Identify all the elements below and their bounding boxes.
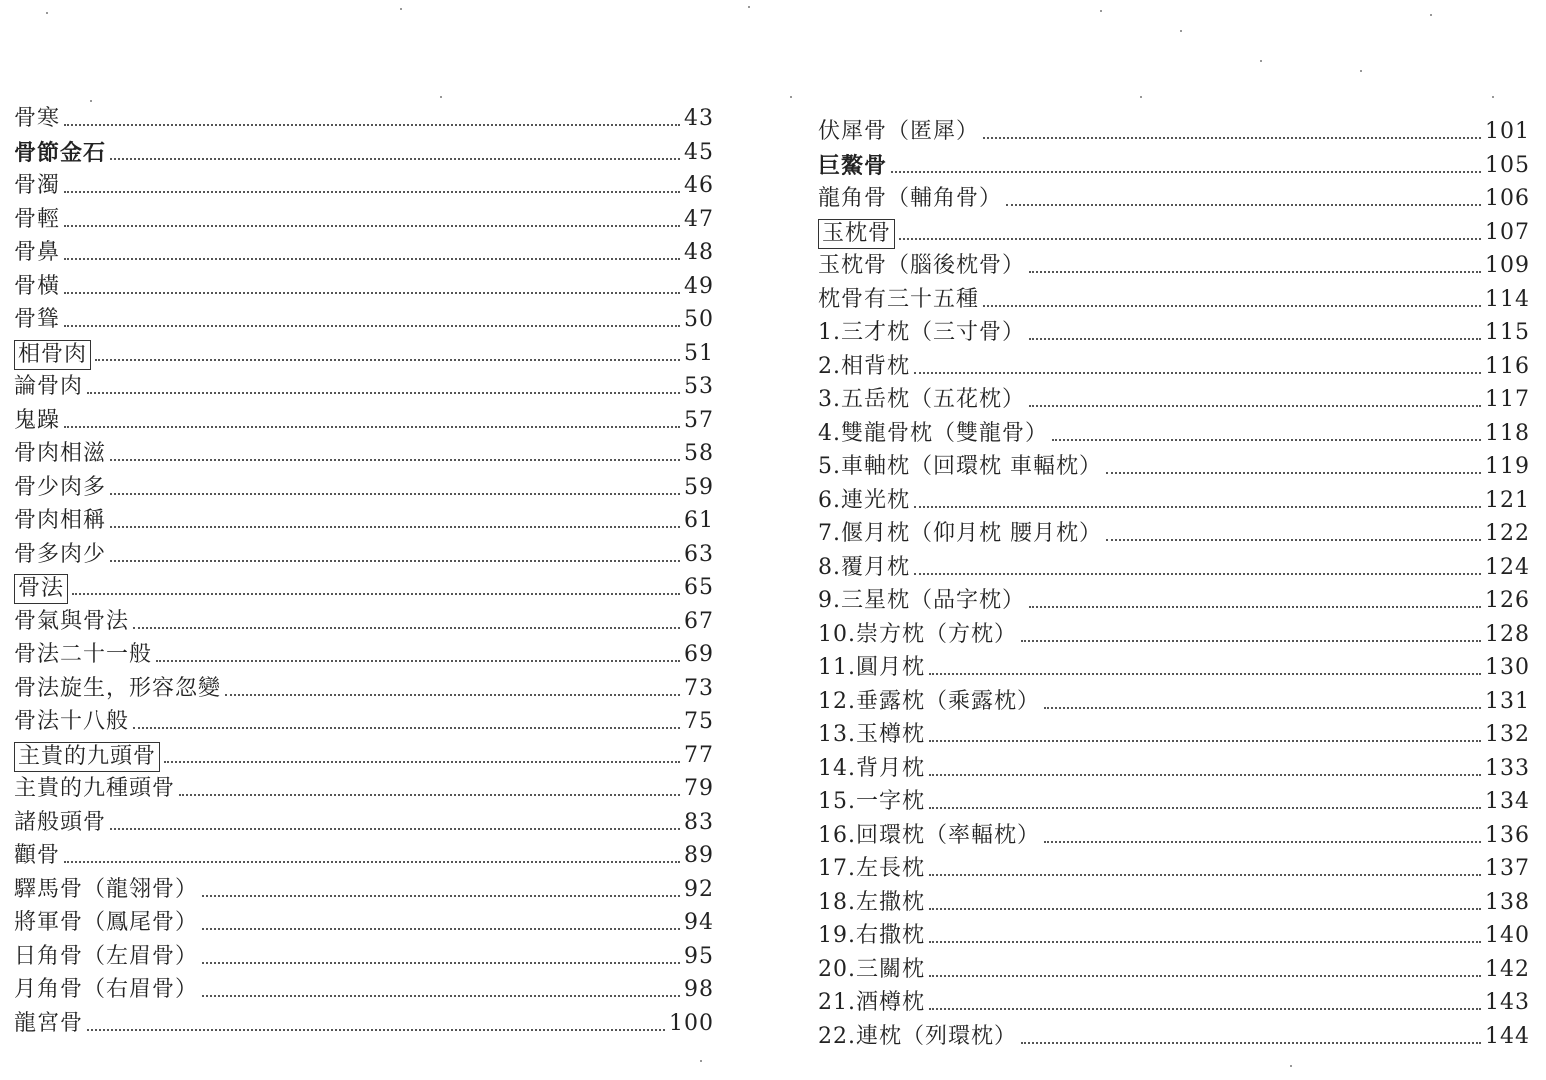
toc-entry (14, 102, 714, 132)
toc-entry (14, 839, 714, 869)
dot-leader (64, 292, 680, 294)
dot-leader (1029, 338, 1481, 340)
toc-entry (14, 270, 714, 300)
toc-entry-title: 月角骨（右眉骨） (14, 977, 199, 1002)
dot-leader (929, 975, 1481, 977)
toc-entry (818, 819, 1530, 849)
toc-entry (14, 940, 714, 970)
toc-entry (14, 404, 714, 434)
scan-speck (1100, 10, 1102, 12)
toc-page-number: 105 (1485, 152, 1530, 178)
dot-leader (1006, 204, 1481, 206)
toc-entry (14, 605, 714, 635)
toc-entry (818, 886, 1530, 916)
toc-page-number: 106 (1485, 186, 1530, 211)
scan-speck (1430, 14, 1432, 16)
toc-entry-title: 龍宮骨 (14, 1010, 84, 1036)
dot-leader (1106, 539, 1481, 541)
dot-leader (110, 828, 680, 830)
toc-entry (818, 484, 1530, 514)
toc-entry-title: 骨聳 (14, 307, 61, 332)
toc-entry-title: 17.左長枕 (818, 856, 925, 881)
toc-entry (14, 672, 714, 702)
toc-entry-title: 6.連光枕 (818, 487, 910, 513)
dot-leader (64, 124, 680, 126)
toc-page-number: 53 (684, 374, 714, 399)
toc-entry-title: 21.酒樽枕 (818, 990, 925, 1015)
toc-page-number: 116 (1485, 353, 1530, 379)
toc-page-number: 131 (1485, 688, 1530, 714)
toc-entry-title: 10.崇方枕（方枕） (818, 621, 1017, 647)
dot-leader (110, 560, 680, 562)
toc-page-number: 134 (1485, 789, 1530, 814)
toc-entry (818, 1020, 1530, 1050)
toc-entry-title: 11.圓月枕 (818, 655, 925, 680)
toc-entry-title: 14.背月枕 (818, 755, 925, 781)
toc-entry (14, 169, 714, 199)
dot-leader (156, 660, 680, 662)
toc-entry-title: 骨寒 (14, 106, 61, 131)
toc-right-column (818, 0, 1530, 1080)
toc-entry-title: 巨鰲骨 (818, 152, 888, 179)
toc-entry (14, 705, 714, 735)
toc-entry (818, 216, 1530, 246)
toc-entry-title: 22.連枕（列環枕） (818, 1023, 1017, 1049)
toc-entry (818, 584, 1530, 614)
toc-entry-title: 骨肉相滋 (14, 441, 107, 466)
dot-leader (202, 962, 680, 964)
toc-page-number: 69 (684, 642, 714, 667)
toc-entry-title: 7.偃月枕（仰月枕 腰月枕） (818, 521, 1102, 546)
toc-page-number: 138 (1485, 889, 1530, 915)
toc-entry (818, 149, 1530, 179)
toc-page-number: 122 (1485, 521, 1530, 546)
dot-leader (164, 761, 680, 763)
scan-speck (1140, 96, 1142, 98)
toc-entry (14, 504, 714, 534)
dot-leader (179, 794, 680, 796)
toc-entry-title: 諸般頭骨 (14, 809, 107, 835)
toc-page-number: 101 (1485, 119, 1530, 144)
toc-entry (14, 203, 714, 233)
toc-entry-title: 論骨肉 (14, 374, 84, 399)
toc-page-number: 118 (1485, 420, 1530, 446)
toc-entry (818, 953, 1530, 983)
dot-leader (202, 995, 680, 997)
dot-leader (891, 171, 1481, 173)
dot-leader (64, 426, 680, 428)
toc-entry-title: 15.一字枕 (818, 789, 925, 814)
toc-entry-title: 骨節金石 (14, 139, 107, 166)
toc-entry-title: 19.右撒枕 (818, 923, 925, 948)
toc-entry (14, 806, 714, 836)
toc-page-number: 98 (684, 977, 714, 1002)
toc-page-number: 92 (684, 876, 714, 902)
toc-entry-title: 骨多肉少 (14, 541, 107, 567)
dot-leader (202, 928, 680, 930)
dot-leader (133, 727, 680, 729)
toc-page-number: 119 (1485, 454, 1530, 479)
toc-entry-title: 龍角骨（輔角骨） (818, 186, 1003, 211)
toc-entry-title: 骨氣與骨法 (14, 608, 130, 634)
dot-leader (1029, 405, 1481, 407)
dot-leader (929, 941, 1481, 943)
scan-speck (1180, 30, 1182, 32)
toc-entry (14, 337, 714, 367)
toc-entry (818, 182, 1530, 212)
toc-page-number: 114 (1485, 286, 1530, 312)
toc-page-number: 49 (684, 273, 714, 299)
scan-speck (400, 8, 402, 10)
toc-page-number: 100 (669, 1010, 714, 1036)
dot-leader (225, 694, 680, 696)
toc-entry (14, 236, 714, 266)
toc-entry-title: 驛馬骨（龍翎骨） (14, 876, 199, 902)
dot-leader (1029, 606, 1481, 608)
toc-page-number: 140 (1485, 923, 1530, 948)
toc-entry (818, 551, 1530, 581)
dot-leader (929, 1008, 1481, 1010)
dot-leader (110, 493, 680, 495)
toc-entry-title: 骨鼻 (14, 240, 61, 265)
toc-entry (818, 986, 1530, 1016)
scan-speck (748, 6, 750, 8)
toc-entry (818, 316, 1530, 346)
toc-entry-title: 骨法十八般 (14, 709, 130, 734)
toc-entry (14, 370, 714, 400)
toc-entry (14, 303, 714, 333)
dot-leader (110, 459, 680, 461)
toc-entry (818, 383, 1530, 413)
dot-leader (914, 573, 1481, 575)
toc-entry-title: 骨法旋生，形容忽變 (14, 675, 222, 701)
toc-entry (14, 973, 714, 1003)
dot-leader (1044, 707, 1481, 709)
dot-leader (914, 372, 1481, 374)
scan-speck (1492, 96, 1494, 98)
dot-leader (1021, 640, 1481, 642)
dot-leader (64, 861, 680, 863)
toc-page-number: 133 (1485, 755, 1530, 781)
toc-entry (14, 1007, 714, 1037)
dot-leader (87, 1029, 665, 1031)
toc-entry-title: 12.垂露枕（乘露枕） (818, 688, 1040, 714)
toc-page-number: 142 (1485, 956, 1530, 982)
toc-entry (14, 772, 714, 802)
toc-entry-title: 伏犀骨（匿犀） (818, 119, 980, 144)
toc-entry (818, 249, 1530, 279)
dot-leader (133, 627, 680, 629)
toc-entry-title: 13.玉樽枕 (818, 722, 925, 747)
toc-entry (818, 852, 1530, 882)
dot-leader (202, 895, 680, 897)
dot-leader (899, 238, 1481, 240)
dot-leader (95, 359, 680, 361)
toc-page-number: 47 (684, 206, 714, 232)
toc-page-number: 65 (684, 575, 714, 600)
dot-leader (64, 225, 680, 227)
toc-entry (818, 618, 1530, 648)
toc-page-number: 50 (684, 307, 714, 332)
toc-page-number: 79 (684, 776, 714, 801)
scan-speck (46, 12, 48, 14)
dot-leader (929, 740, 1481, 742)
dot-leader (110, 158, 680, 160)
toc-entry-title: 骨橫 (14, 273, 61, 299)
toc-entry-title: 顴骨 (14, 843, 61, 868)
toc-entry (818, 450, 1530, 480)
scan-speck (1360, 70, 1362, 72)
toc-page-number: 59 (684, 474, 714, 500)
dot-leader (929, 774, 1481, 776)
dot-leader (1052, 439, 1481, 441)
toc-page-number: 51 (684, 340, 714, 366)
dot-leader (1044, 841, 1481, 843)
toc-page-number: 117 (1485, 387, 1530, 412)
toc-page-number: 58 (684, 441, 714, 466)
dot-leader (914, 506, 1481, 508)
toc-page-number: 132 (1485, 722, 1530, 747)
dot-leader (1106, 472, 1481, 474)
toc-left-column (14, 0, 714, 1080)
toc-entry (14, 538, 714, 568)
toc-section-heading: 骨法 (14, 574, 68, 604)
dot-leader (110, 526, 680, 528)
dot-leader (929, 673, 1481, 675)
toc-page-number: 83 (684, 809, 714, 835)
toc-page-number: 144 (1485, 1023, 1530, 1049)
toc-entry (14, 873, 714, 903)
toc-page-number: 77 (684, 742, 714, 768)
dot-leader (64, 325, 680, 327)
toc-entry (818, 283, 1530, 313)
dot-leader (64, 258, 680, 260)
toc-entry-title: 3.五岳枕（五花枕） (818, 387, 1025, 412)
toc-entry-title: 玉枕骨（腦後枕骨） (818, 253, 1026, 278)
toc-entry (818, 115, 1530, 145)
toc-entry-title: 主貴的九種頭骨 (14, 776, 176, 801)
toc-entry-title: 日角骨（左眉骨） (14, 943, 199, 969)
toc-page-number: 45 (684, 139, 714, 165)
scan-speck (1290, 1065, 1292, 1067)
toc-entry-title: 骨輕 (14, 206, 61, 232)
toc-entry-title: 20.三關枕 (818, 956, 925, 982)
dot-leader (929, 807, 1481, 809)
dot-leader (1029, 271, 1481, 273)
toc-entry-title: 8.覆月枕 (818, 554, 910, 580)
toc-entry-title: 骨肉相稱 (14, 508, 107, 533)
toc-page-number: 143 (1485, 990, 1530, 1015)
toc-entry-title: 9.三星枕（品字枕） (818, 588, 1025, 613)
toc-entry-title: 鬼躁 (14, 407, 61, 433)
toc-entry (818, 651, 1530, 681)
toc-page-number: 67 (684, 608, 714, 634)
toc-entry-title: 16.回環枕（率輻枕） (818, 822, 1040, 848)
toc-page-number: 137 (1485, 856, 1530, 881)
toc-page-number: 124 (1485, 554, 1530, 580)
toc-page-number: 130 (1485, 655, 1530, 680)
toc-entry-title: 將軍骨（鳳尾骨） (14, 910, 199, 935)
toc-entry (818, 919, 1530, 949)
dot-leader (929, 908, 1481, 910)
toc-entry (14, 437, 714, 467)
toc-entry (818, 752, 1530, 782)
dot-leader (983, 305, 1481, 307)
scan-speck (700, 1060, 702, 1062)
toc-entry-title: 5.車軸枕（回環枕 車輻枕） (818, 454, 1102, 479)
toc-entry (14, 571, 714, 601)
toc-entry-title: 18.左撒枕 (818, 889, 925, 915)
toc-page-number: 126 (1485, 588, 1530, 613)
dot-leader (929, 874, 1481, 876)
toc-entry (818, 718, 1530, 748)
toc-entry-title: 骨濁 (14, 173, 61, 198)
toc-page-number: 63 (684, 541, 714, 567)
scan-speck (790, 96, 792, 98)
toc-page-number: 57 (684, 407, 714, 433)
dot-leader (1021, 1042, 1481, 1044)
dot-leader (87, 392, 680, 394)
toc-entry (14, 638, 714, 668)
toc-page-number: 89 (684, 843, 714, 868)
toc-entry (14, 739, 714, 769)
toc-page-number: 121 (1485, 487, 1530, 513)
toc-entry-title: 1.三才枕（三寸骨） (818, 320, 1025, 345)
toc-entry (14, 906, 714, 936)
scan-speck (440, 96, 442, 98)
toc-entry-title: 2.相背枕 (818, 353, 910, 379)
toc-page-number: 128 (1485, 621, 1530, 647)
toc-entry-title: 骨法二十一般 (14, 642, 153, 667)
toc-page-number: 61 (684, 508, 714, 533)
toc-page-number: 48 (684, 240, 714, 265)
toc-entry (818, 417, 1530, 447)
toc-section-heading: 玉枕骨 (818, 219, 895, 249)
toc-entry (14, 471, 714, 501)
toc-page-number: 94 (684, 910, 714, 935)
toc-entry (818, 785, 1530, 815)
toc-page-number: 109 (1485, 253, 1530, 278)
scan-speck (1260, 60, 1262, 62)
dot-leader (72, 593, 680, 595)
toc-page-number: 115 (1485, 320, 1530, 345)
dot-leader (983, 137, 1481, 139)
toc-page-number: 136 (1485, 822, 1530, 848)
toc-page-number: 46 (684, 173, 714, 198)
toc-page-number: 43 (684, 106, 714, 131)
toc-entry (818, 685, 1530, 715)
toc-entry-title: 枕骨有三十五種 (818, 286, 980, 312)
toc-entry (818, 350, 1530, 380)
toc-entry (14, 136, 714, 166)
toc-page-number: 107 (1485, 219, 1530, 245)
toc-entry (818, 517, 1530, 547)
toc-entry-title: 4.雙龍骨枕（雙龍骨） (818, 420, 1048, 446)
toc-page-number: 73 (684, 675, 714, 701)
toc-page-number: 95 (684, 943, 714, 969)
toc-section-heading: 主貴的九頭骨 (14, 742, 160, 772)
scan-speck (90, 100, 92, 102)
toc-section-heading: 相骨肉 (14, 340, 91, 370)
toc-entry-title: 骨少肉多 (14, 474, 107, 500)
toc-page-number: 75 (684, 709, 714, 734)
dot-leader (64, 191, 680, 193)
